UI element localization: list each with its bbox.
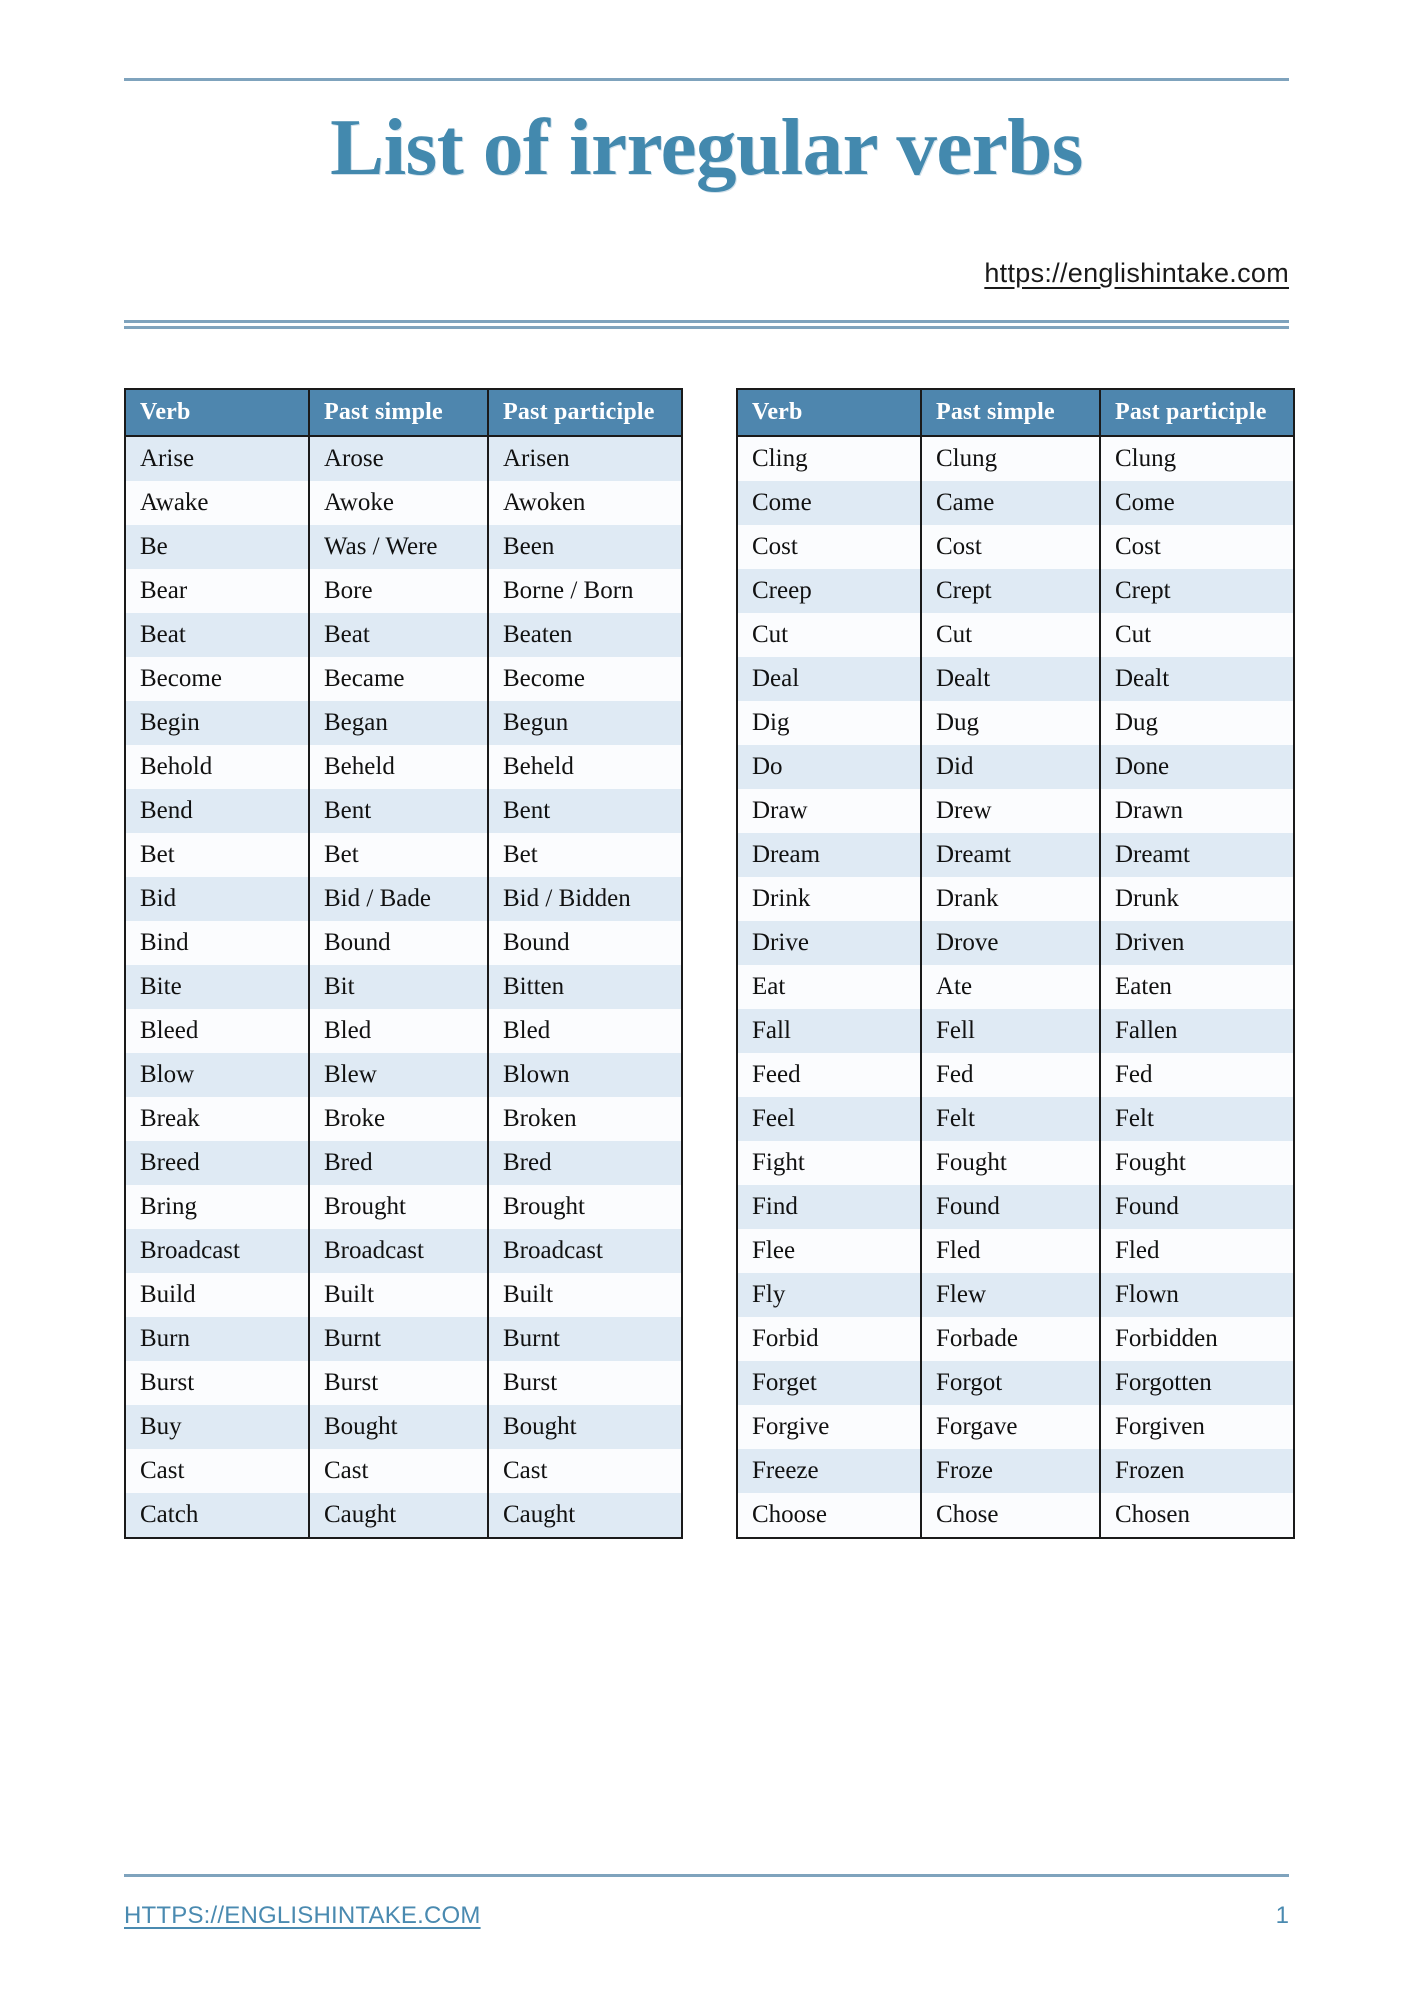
- cell-past-participle: Beaten: [488, 613, 682, 657]
- header-site-link[interactable]: https://englishintake.com: [984, 258, 1289, 288]
- cell-verb: Find: [737, 1185, 921, 1229]
- cell-verb: Buy: [125, 1405, 309, 1449]
- table-row: [737, 436, 1294, 481]
- cell-past-participle: Broken: [488, 1097, 682, 1141]
- cell-past-participle: Borne / Born: [488, 569, 682, 613]
- cell-past-simple: Cast: [309, 1449, 488, 1493]
- cell-past-simple: Bore: [309, 569, 488, 613]
- cell-past-simple: Bred: [309, 1141, 488, 1185]
- cell-past-participle: Clung: [1100, 436, 1294, 481]
- cell-verb: Bleed: [125, 1009, 309, 1053]
- cell-past-participle: Eaten: [1100, 965, 1294, 1009]
- table-row: [737, 1361, 1294, 1405]
- table-row: [737, 569, 1294, 613]
- cell-past-simple: Bid / Bade: [309, 877, 488, 921]
- cell-past-participle: Become: [488, 657, 682, 701]
- cell-verb: Bite: [125, 965, 309, 1009]
- cell-past-simple: Fed: [921, 1053, 1100, 1097]
- table-row: [737, 1053, 1294, 1097]
- cell-past-participle: Blown: [488, 1053, 682, 1097]
- table-row: [125, 1097, 682, 1141]
- cell-past-simple: Burnt: [309, 1317, 488, 1361]
- table-row: [125, 745, 682, 789]
- table-row: [125, 965, 682, 1009]
- cell-past-simple: Drank: [921, 877, 1100, 921]
- table-row: [125, 525, 682, 569]
- footer-rule: [124, 1874, 1289, 1877]
- cell-verb: Bend: [125, 789, 309, 833]
- cell-past-participle: Fled: [1100, 1229, 1294, 1273]
- cell-verb: Drive: [737, 921, 921, 965]
- table-row: [125, 1405, 682, 1449]
- cell-past-simple: Beheld: [309, 745, 488, 789]
- cell-past-simple: Blew: [309, 1053, 488, 1097]
- table-body: [125, 436, 682, 1538]
- cell-verb: Fall: [737, 1009, 921, 1053]
- cell-past-participle: Frozen: [1100, 1449, 1294, 1493]
- cell-verb: Break: [125, 1097, 309, 1141]
- header-rule-line-bottom: [124, 326, 1289, 329]
- footer-page-number: 1: [1275, 1902, 1289, 1929]
- cell-verb: Dream: [737, 833, 921, 877]
- table-row: [125, 1317, 682, 1361]
- cell-past-participle: Dealt: [1100, 657, 1294, 701]
- cell-past-participle: Caught: [488, 1493, 682, 1538]
- table-row: [125, 701, 682, 745]
- cell-past-simple: Cut: [921, 613, 1100, 657]
- cell-past-participle: Driven: [1100, 921, 1294, 965]
- irregular-verbs-table-right: [736, 388, 1295, 1539]
- table-row: [737, 789, 1294, 833]
- cell-verb: Eat: [737, 965, 921, 1009]
- cell-past-simple: Burst: [309, 1361, 488, 1405]
- cell-past-participle: Cast: [488, 1449, 682, 1493]
- cell-past-simple: Flew: [921, 1273, 1100, 1317]
- footer-site-link[interactable]: HTTPS://ENGLISHINTAKE.COM: [124, 1902, 481, 1929]
- cell-verb: Freeze: [737, 1449, 921, 1493]
- header-top-rule: [124, 78, 1289, 81]
- cell-past-simple: Froze: [921, 1449, 1100, 1493]
- cell-past-simple: Brought: [309, 1185, 488, 1229]
- cell-past-participle: Broadcast: [488, 1229, 682, 1273]
- cell-verb: Forgive: [737, 1405, 921, 1449]
- cell-verb: Catch: [125, 1493, 309, 1538]
- cell-past-participle: Bought: [488, 1405, 682, 1449]
- cell-past-participle: Drunk: [1100, 877, 1294, 921]
- table-row: [737, 1141, 1294, 1185]
- cell-verb: Forbid: [737, 1317, 921, 1361]
- cell-past-simple: Bit: [309, 965, 488, 1009]
- table-row: [125, 481, 682, 525]
- cell-verb: Bind: [125, 921, 309, 965]
- table-row: [125, 613, 682, 657]
- cell-past-simple: Bled: [309, 1009, 488, 1053]
- cell-verb: Draw: [737, 789, 921, 833]
- table-row: [737, 1317, 1294, 1361]
- cell-past-simple: Fought: [921, 1141, 1100, 1185]
- cell-past-participle: Bet: [488, 833, 682, 877]
- table-row: [125, 1229, 682, 1273]
- table-row: [737, 613, 1294, 657]
- column-header-past-simple: Past simple: [921, 389, 1100, 436]
- cell-past-participle: Come: [1100, 481, 1294, 525]
- table-row: [125, 1185, 682, 1229]
- table-row: [737, 833, 1294, 877]
- cell-past-simple: Fled: [921, 1229, 1100, 1273]
- cell-past-participle: Forgiven: [1100, 1405, 1294, 1449]
- cell-verb: Creep: [737, 569, 921, 613]
- cell-past-simple: Bought: [309, 1405, 488, 1449]
- cell-past-simple: Did: [921, 745, 1100, 789]
- cell-past-participle: Built: [488, 1273, 682, 1317]
- cell-past-simple: Ate: [921, 965, 1100, 1009]
- cell-past-participle: Forbidden: [1100, 1317, 1294, 1361]
- cell-verb: Dig: [737, 701, 921, 745]
- cell-past-participle: Arisen: [488, 436, 682, 481]
- table-row: [125, 436, 682, 481]
- column-header-past-participle: Past participle: [488, 389, 682, 436]
- cell-verb: Bear: [125, 569, 309, 613]
- cell-verb: Fly: [737, 1273, 921, 1317]
- cell-past-participle: Been: [488, 525, 682, 569]
- table-row: [125, 833, 682, 877]
- table-row: [737, 701, 1294, 745]
- table-row: [737, 921, 1294, 965]
- cell-past-participle: Bitten: [488, 965, 682, 1009]
- cell-verb: Arise: [125, 436, 309, 481]
- cell-past-simple: Beat: [309, 613, 488, 657]
- cell-past-participle: Bid / Bidden: [488, 877, 682, 921]
- cell-past-simple: Found: [921, 1185, 1100, 1229]
- cell-past-participle: Bred: [488, 1141, 682, 1185]
- cell-past-simple: Bound: [309, 921, 488, 965]
- table-row: [125, 789, 682, 833]
- table-row: [737, 1273, 1294, 1317]
- cell-past-simple: Dreamt: [921, 833, 1100, 877]
- cell-past-simple: Began: [309, 701, 488, 745]
- cell-past-participle: Found: [1100, 1185, 1294, 1229]
- cell-verb: Blow: [125, 1053, 309, 1097]
- table-row: [125, 569, 682, 613]
- table-row: [737, 1229, 1294, 1273]
- cell-past-simple: Forbade: [921, 1317, 1100, 1361]
- cell-past-participle: Begun: [488, 701, 682, 745]
- table-row: [737, 1097, 1294, 1141]
- page-title: List of irregular verbs: [330, 102, 1083, 192]
- table-row: [125, 1493, 682, 1538]
- header-rule-line-top: [124, 320, 1289, 323]
- cell-verb: Feel: [737, 1097, 921, 1141]
- cell-past-participle: Beheld: [488, 745, 682, 789]
- column-header-verb: Verb: [737, 389, 921, 436]
- table-row: [737, 1185, 1294, 1229]
- table-row: [125, 1273, 682, 1317]
- cell-verb: Burst: [125, 1361, 309, 1405]
- table-row: [125, 877, 682, 921]
- cell-verb: Breed: [125, 1141, 309, 1185]
- cell-past-simple: Drew: [921, 789, 1100, 833]
- cell-past-simple: Drove: [921, 921, 1100, 965]
- cell-verb: Be: [125, 525, 309, 569]
- table-row: [737, 1449, 1294, 1493]
- column-header-verb: Verb: [125, 389, 309, 436]
- table-row: [737, 877, 1294, 921]
- cell-verb: Cast: [125, 1449, 309, 1493]
- cell-verb: Build: [125, 1273, 309, 1317]
- cell-verb: Forget: [737, 1361, 921, 1405]
- cell-past-participle: Burst: [488, 1361, 682, 1405]
- table-row: [737, 1405, 1294, 1449]
- cell-past-simple: Dealt: [921, 657, 1100, 701]
- table-row: [125, 1053, 682, 1097]
- cell-past-participle: Awoken: [488, 481, 682, 525]
- cell-past-participle: Crept: [1100, 569, 1294, 613]
- cell-past-participle: Bent: [488, 789, 682, 833]
- cell-past-participle: Chosen: [1100, 1493, 1294, 1538]
- cell-verb: Flee: [737, 1229, 921, 1273]
- cell-past-simple: Crept: [921, 569, 1100, 613]
- cell-verb: Beat: [125, 613, 309, 657]
- cell-past-participle: Bound: [488, 921, 682, 965]
- cell-past-simple: Bet: [309, 833, 488, 877]
- table-row: [125, 1449, 682, 1493]
- cell-past-simple: Broke: [309, 1097, 488, 1141]
- verb-tables-container: [0, 388, 1413, 1539]
- cell-verb: Behold: [125, 745, 309, 789]
- cell-past-participle: Brought: [488, 1185, 682, 1229]
- table-row: [737, 1493, 1294, 1538]
- table-row: [737, 965, 1294, 1009]
- cell-past-participle: Drawn: [1100, 789, 1294, 833]
- table-row: [125, 1361, 682, 1405]
- table-row: [125, 657, 682, 701]
- cell-past-simple: Fell: [921, 1009, 1100, 1053]
- cell-verb: Bid: [125, 877, 309, 921]
- cell-verb: Broadcast: [125, 1229, 309, 1273]
- cell-verb: Cost: [737, 525, 921, 569]
- table-row: [125, 1009, 682, 1053]
- cell-past-simple: Cost: [921, 525, 1100, 569]
- cell-past-participle: Cost: [1100, 525, 1294, 569]
- cell-past-participle: Cut: [1100, 613, 1294, 657]
- header-double-rule: [124, 320, 1289, 329]
- cell-verb: Feed: [737, 1053, 921, 1097]
- table-row: [737, 525, 1294, 569]
- cell-past-simple: Broadcast: [309, 1229, 488, 1273]
- table-header-row: [737, 389, 1294, 436]
- cell-past-simple: Forgave: [921, 1405, 1100, 1449]
- cell-verb: Cling: [737, 436, 921, 481]
- cell-verb: Drink: [737, 877, 921, 921]
- cell-past-participle: Forgotten: [1100, 1361, 1294, 1405]
- cell-verb: Begin: [125, 701, 309, 745]
- table-row: [737, 657, 1294, 701]
- cell-verb: Awake: [125, 481, 309, 525]
- irregular-verbs-table-left: [124, 388, 683, 1539]
- cell-verb: Deal: [737, 657, 921, 701]
- cell-past-simple: Bent: [309, 789, 488, 833]
- cell-past-participle: Fallen: [1100, 1009, 1294, 1053]
- cell-past-simple: Built: [309, 1273, 488, 1317]
- cell-verb: Do: [737, 745, 921, 789]
- cell-past-participle: Dreamt: [1100, 833, 1294, 877]
- column-header-past-simple: Past simple: [309, 389, 488, 436]
- cell-past-participle: Done: [1100, 745, 1294, 789]
- table-header-row: [125, 389, 682, 436]
- cell-past-participle: Felt: [1100, 1097, 1294, 1141]
- table-row: [737, 745, 1294, 789]
- table-body: [737, 436, 1294, 1538]
- cell-past-simple: Became: [309, 657, 488, 701]
- table-row: [125, 1141, 682, 1185]
- cell-past-participle: Burnt: [488, 1317, 682, 1361]
- cell-verb: Bet: [125, 833, 309, 877]
- cell-past-simple: Clung: [921, 436, 1100, 481]
- cell-past-simple: Forgot: [921, 1361, 1100, 1405]
- cell-verb: Burn: [125, 1317, 309, 1361]
- cell-past-participle: Dug: [1100, 701, 1294, 745]
- cell-past-simple: Felt: [921, 1097, 1100, 1141]
- cell-past-simple: Was / Were: [309, 525, 488, 569]
- cell-past-simple: Awoke: [309, 481, 488, 525]
- cell-past-participle: Fought: [1100, 1141, 1294, 1185]
- table-row: [737, 1009, 1294, 1053]
- cell-verb: Come: [737, 481, 921, 525]
- cell-verb: Fight: [737, 1141, 921, 1185]
- column-header-past-participle: Past participle: [1100, 389, 1294, 436]
- table-row: [125, 921, 682, 965]
- cell-past-simple: Arose: [309, 436, 488, 481]
- cell-past-participle: Fed: [1100, 1053, 1294, 1097]
- cell-past-simple: Dug: [921, 701, 1100, 745]
- cell-past-simple: Caught: [309, 1493, 488, 1538]
- cell-past-participle: Bled: [488, 1009, 682, 1053]
- cell-past-simple: Chose: [921, 1493, 1100, 1538]
- cell-past-participle: Flown: [1100, 1273, 1294, 1317]
- cell-verb: Become: [125, 657, 309, 701]
- cell-verb: Cut: [737, 613, 921, 657]
- cell-verb: Choose: [737, 1493, 921, 1538]
- cell-past-simple: Came: [921, 481, 1100, 525]
- table-row: [737, 481, 1294, 525]
- cell-verb: Bring: [125, 1185, 309, 1229]
